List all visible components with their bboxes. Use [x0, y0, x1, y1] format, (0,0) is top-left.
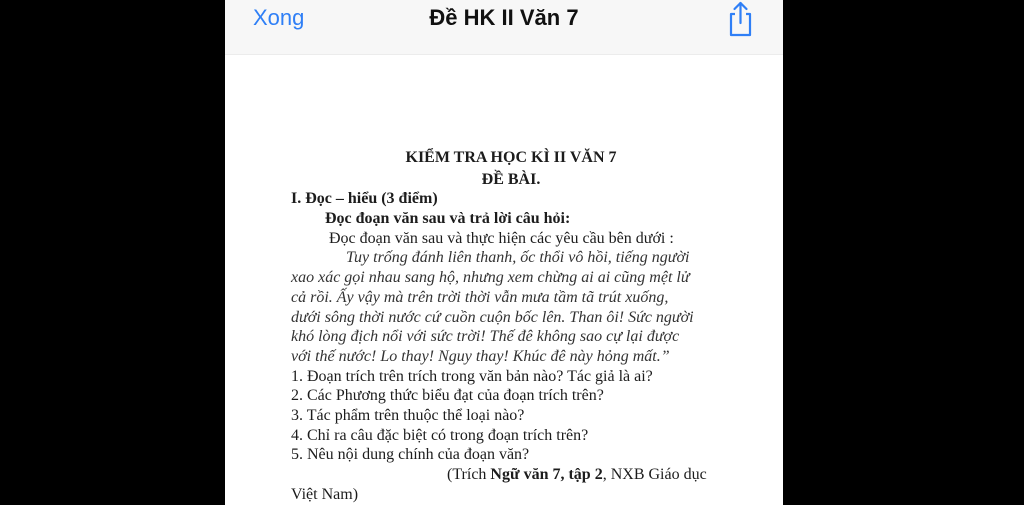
question-item: 1. Đoạn trích trên trích trong văn bản nào? Tác giả là ai?	[291, 368, 653, 385]
passage-line: xao xác gọi nhau sang hộ, nhưng xem chừng ai ai cũng mệt lử	[291, 269, 690, 286]
document-heading: KIỂM TRA HỌC KÌ II VĂN 7	[405, 149, 617, 166]
passage-line: Tuy trống đánh liên thanh, ốc thổi vô hồi, tiếng người	[346, 249, 690, 266]
passage-line: khó lòng địch nổi với sức trời! Thế đê không sao cự lại được	[291, 328, 680, 345]
instruction-bold: Đọc đoạn văn sau và trả lời câu hỏi:	[325, 210, 571, 227]
share-button[interactable]	[725, 0, 755, 38]
document-subheading: ĐỀ BÀI.	[481, 171, 541, 188]
citation-book: Ngữ văn 7, tập 2	[490, 466, 603, 483]
instruction-text: Đọc đoạn văn sau và thực hiện các yêu cầu bên dưới :	[329, 230, 674, 247]
question-item: 2. Các Phương thức biểu đạt của đoạn trích trên?	[291, 387, 604, 404]
section-title: I. Đọc – hiểu (3 điểm)	[291, 190, 438, 207]
passage-line: với thế nước! Lo thay! Nguy thay! Khúc đê này hỏng mất.”	[291, 348, 670, 365]
question-item: 5. Nêu nội dung chính của đoạn văn?	[291, 446, 530, 463]
citation-prefix: (Trích	[447, 466, 491, 483]
citation	[447, 465, 707, 485]
done-button[interactable]: Xong	[253, 5, 305, 30]
question-item: 3. Tác phẩm trên thuộc thể loại nào?	[291, 407, 525, 424]
question-item: 4. Chỉ ra câu đặc biệt có trong đoạn trích trên?	[291, 427, 589, 444]
share-icon	[725, 0, 755, 38]
citation-suffix: , NXB Giáo dục	[602, 466, 707, 483]
document-viewer	[225, 0, 783, 505]
passage-line: dưới sông thời nước cứ cuồn cuộn bốc lên. Than ôi! Sức người	[291, 309, 694, 326]
passage-line: cả rồi. Ấy vậy mà trên trời thời vẫn mưa tầm tã trút xuống,	[291, 289, 669, 306]
citation-continuation: Việt Nam)	[291, 486, 359, 503]
page-title: Đề HK II Văn 7	[429, 5, 579, 30]
navigation-bar	[225, 0, 783, 55]
